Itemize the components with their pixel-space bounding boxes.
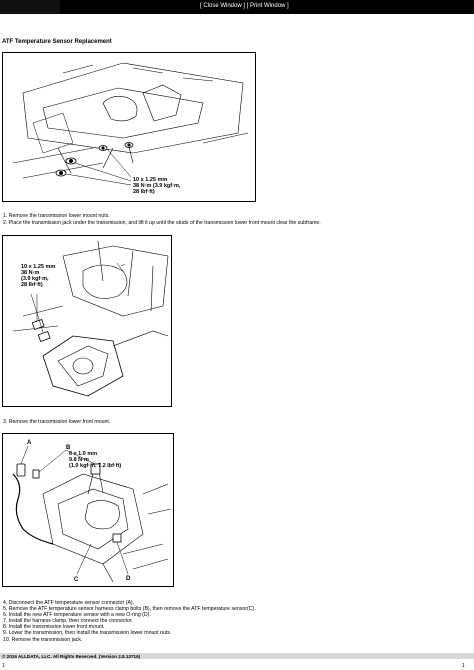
figure-1-drawing — [3, 53, 255, 201]
step-4: 4. Disconnect the ATF temperature sensor connector (A). — [3, 600, 135, 606]
figure-1-callout-line-1: 10 x 1.25 mm — [133, 177, 168, 183]
page-marker-left: 1 — [2, 663, 5, 669]
figure-2-drawing — [3, 236, 171, 406]
label-a: A — [27, 440, 32, 446]
figure-2-callout-line-3: (3.9 kgf·m, — [21, 276, 49, 282]
figure-2-callout-line-4: 28 lbf·ft) — [21, 282, 43, 288]
figure-3-callout-line-3: (1.0 kgf·m, 7.2 lbf·ft) — [69, 463, 122, 469]
step-2: 2. Place the transmission jack under the transmission, and lift it up until the studs of the transmission lower front mount clear the subframe. — [3, 220, 321, 226]
figure-3-drawing — [3, 434, 173, 586]
figure-1-diagram — [2, 52, 256, 202]
step-7: 7. Install the harness clamp, then connect the connector. — [3, 618, 133, 624]
step-5: 5. Remove the ATF temperature sensor harness clamp bolts (B), then remove the ATF temperature sensor(C). — [3, 606, 256, 612]
page-title: ATF Temperature Sensor Replacement — [2, 39, 112, 45]
figure-2-callout-line-1: 10 x 1.25 mm — [21, 264, 56, 270]
page-marker-right: 1 — [462, 663, 465, 669]
step-1: 1. Remove the transmission lower mount nuts. — [3, 213, 110, 219]
figure-2-callout-line-2: 38 N·m — [21, 270, 40, 276]
figure-2-diagram — [2, 235, 172, 407]
step-9: 9. Lower the transmission, then install the transmission lower mount nuts. — [3, 630, 172, 636]
figure-1-callout-line-2: 38 N·m (3.9 kgf·m, — [133, 183, 181, 189]
step-6: 6. Install the new ATF temperature sensor with a new O-ring (D). — [3, 612, 151, 618]
step-3: 3. Remove the transmission lower front mount. — [3, 419, 111, 425]
step-8: 8. Install the transmission lower front mount. — [3, 624, 105, 630]
label-d: D — [126, 576, 131, 582]
step-10: 10. Remove the transmission jack. — [3, 637, 83, 643]
label-c: C — [74, 577, 79, 583]
label-b: B — [66, 445, 71, 451]
close-window-link[interactable]: [ Close Window ] — [200, 3, 246, 9]
figure-1-callout-line-3: 28 lbf·ft) — [133, 189, 155, 195]
figure-3-diagram — [2, 433, 174, 587]
copyright-text: © 2016 ALLDATA, LLC. All Rights Reserved. (Version 2.8.13716) — [2, 654, 141, 659]
figure-3-callout-line-2: 9.8 N·m — [69, 457, 89, 463]
top-bar — [0, 0, 474, 14]
top-bar-left-block — [0, 0, 60, 14]
figure-3-callout-line-1: 6 x 1.0 mm — [69, 451, 98, 457]
window-links — [200, 3, 289, 9]
print-window-link[interactable]: [ Print Window ] — [246, 3, 289, 9]
